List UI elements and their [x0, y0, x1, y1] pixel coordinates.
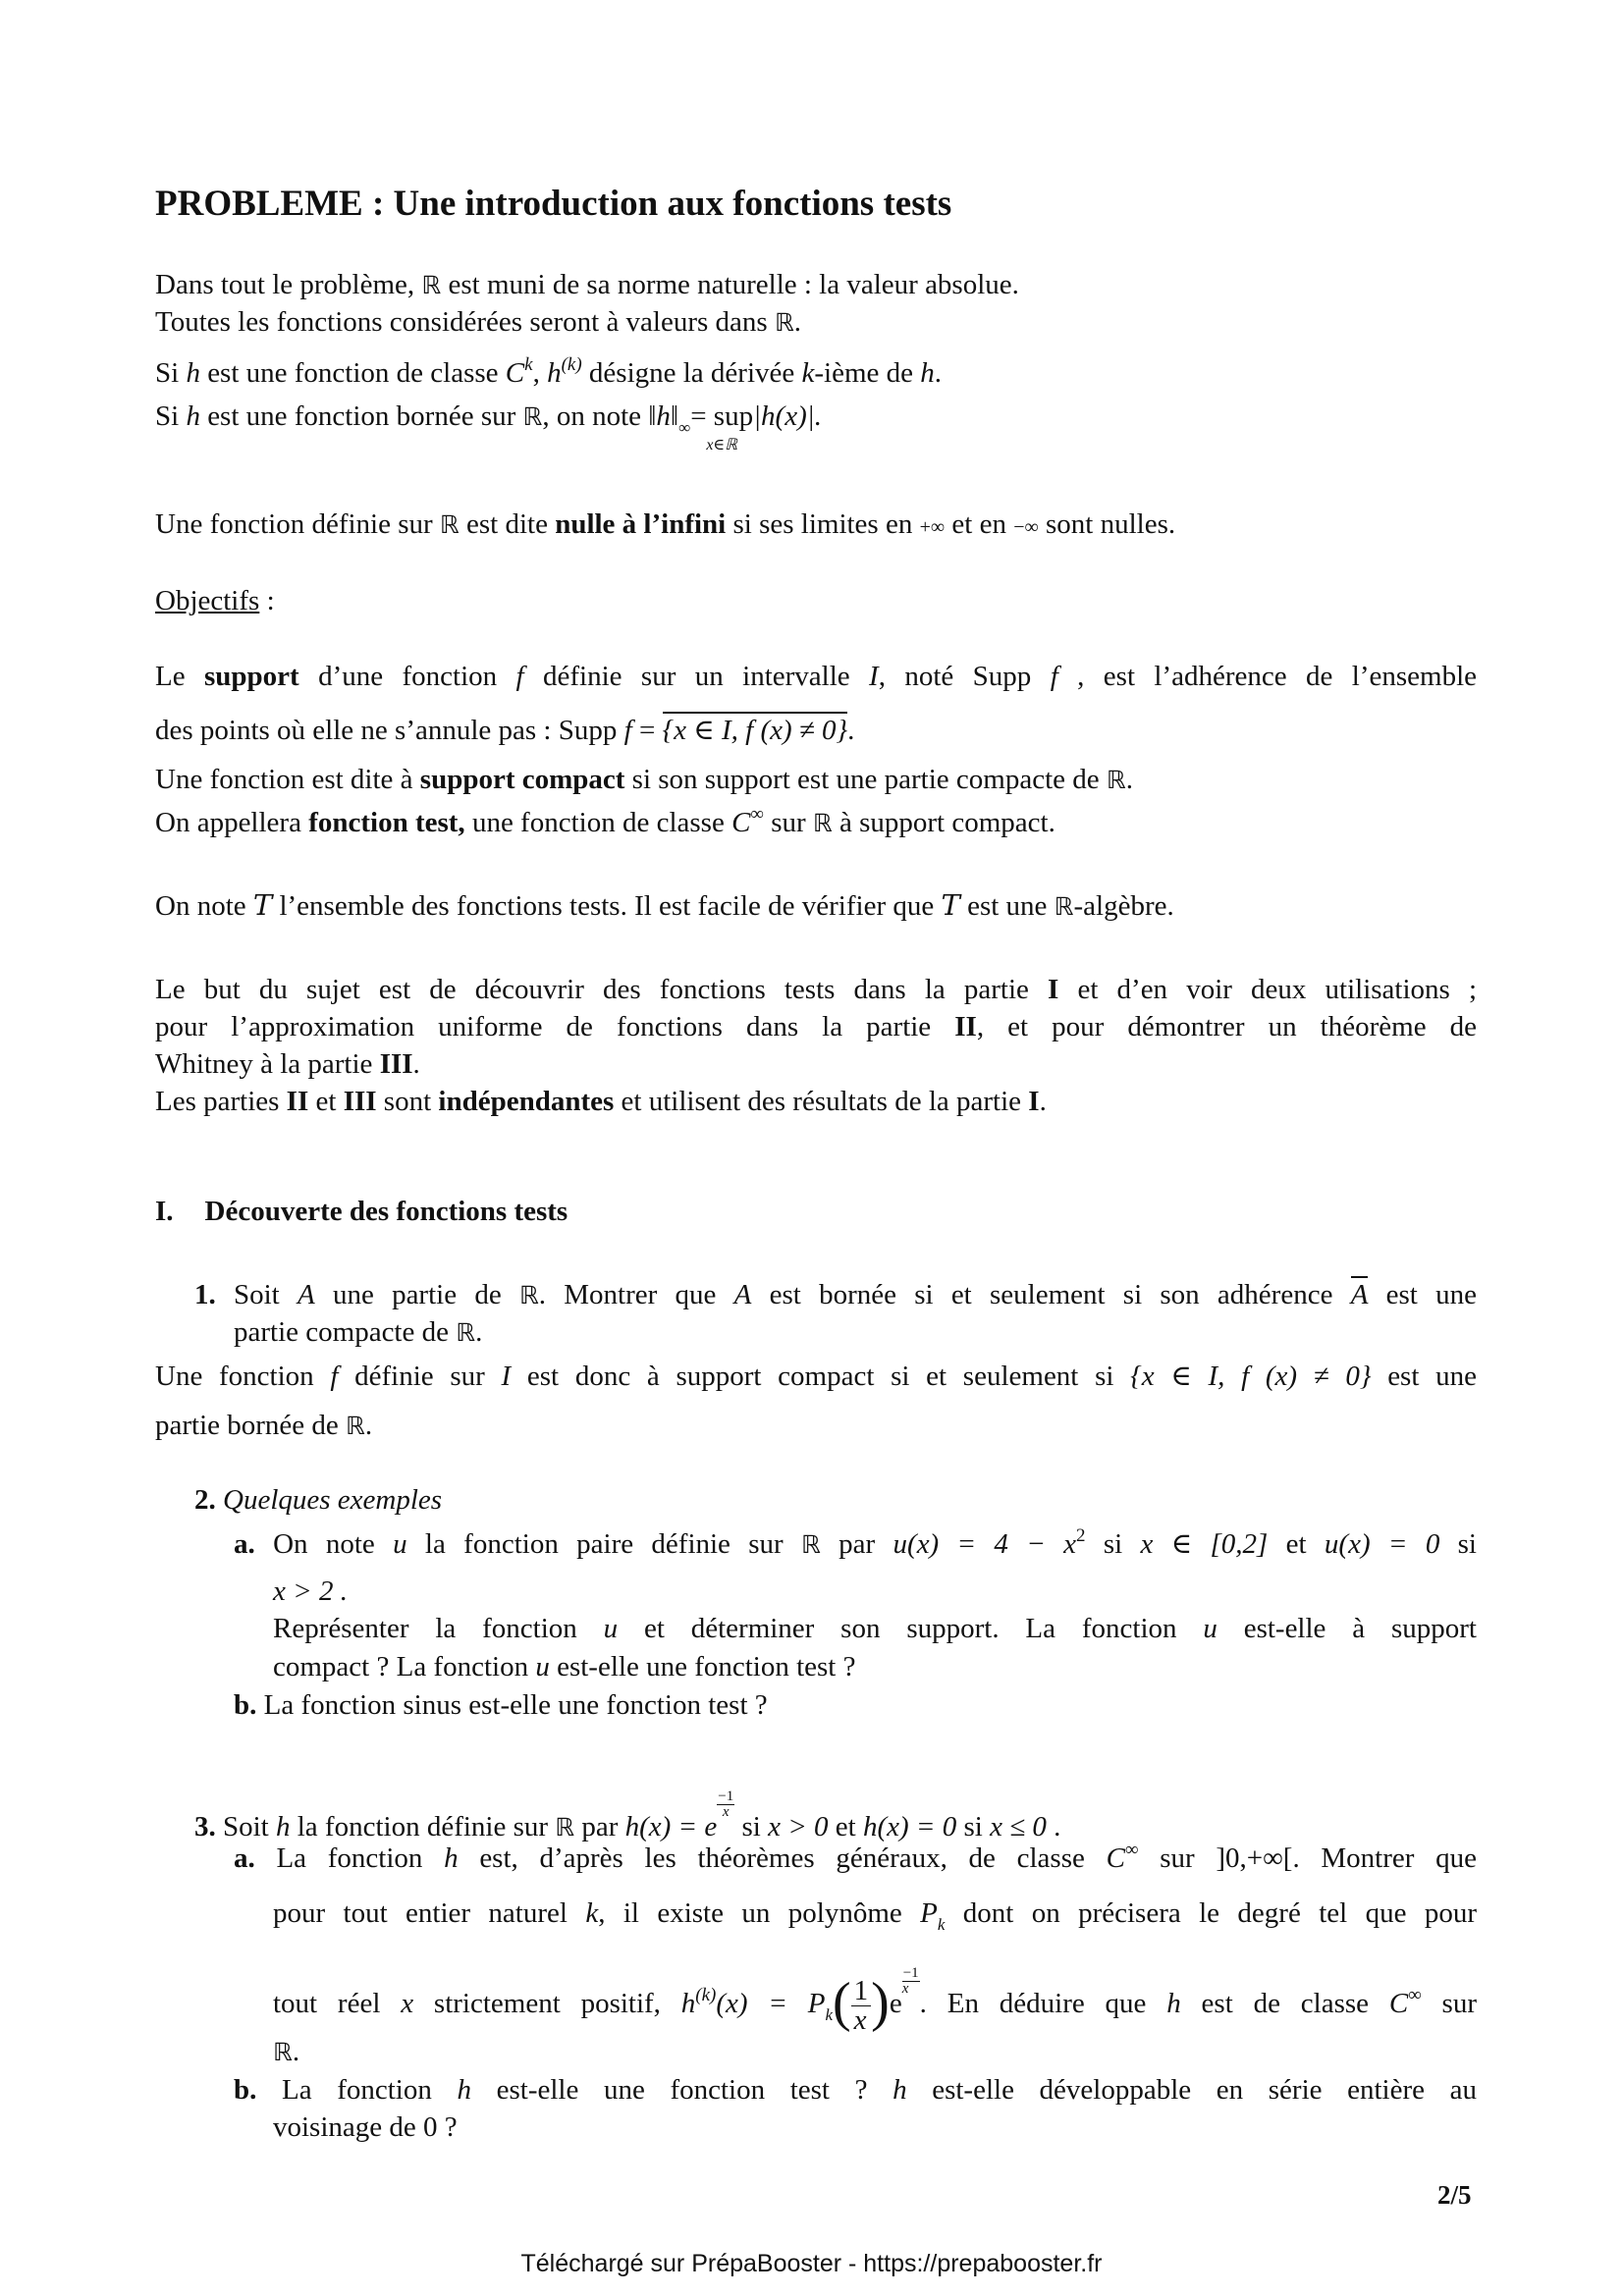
question-3: 3. Soit h la fonction définie sur ℝ par h(x) = e $\frac{-1}{x}$ si x > 0 et h(x) = 0 si x ≤ 0 .	[194, 1789, 1061, 1842]
question-2b: b. La fonction sinus est-elle une fonction test ?	[234, 1689, 768, 1721]
question-2a-line-3: Représenter la fonction u et déterminer son support. La fonction u est-elle à support	[273, 1613, 1477, 1644]
question-1-note-line-2: partie bornée de ℝ.	[155, 1410, 373, 1441]
closure-A: A	[1351, 1276, 1369, 1310]
nulle-infini-definition: Une fonction définie sur ℝ est dite nulle à l’infini si ses limites en +∞ et en −∞ sont nulles.	[155, 508, 1176, 540]
question-1-line-2: partie compacte de ℝ.	[234, 1316, 483, 1348]
question-2a: a. On note u la fonction paire définie sur ℝ par $u(x) = 4 - x^2$ si x ∈ [0,2] et u(x) = 0 si	[234, 1525, 1477, 1560]
question-3b: b. La fonction h est-elle une fonction test ? h est-elle développable en série entière au	[234, 2074, 1478, 2106]
independence-line: Les parties II et III sont indépendantes et utilisent des résultats de la partie I.	[155, 1086, 1047, 1117]
exponent-minus-one-over-x: $\frac{-1}{x}$	[718, 1789, 734, 1820]
fraction-one-over-x: $\frac{1}{x}$	[851, 1977, 872, 2035]
question-1-note: Une fonction f définie sur I est donc à support compact si et seulement si {x ∈ I, f (x) ≠ 0} est une	[155, 1361, 1477, 1392]
intro-line-derivative: Si h est une fonction de classe $C^k$, $h^{(k)}$ désigne la dérivée k-ième de h.	[155, 354, 943, 389]
question-2a-condition: x > 2 .	[273, 1575, 348, 1607]
support-closure-set: {x ∈ I, f (x) ≠ 0}	[663, 712, 848, 746]
goal-line-3: Whitney à la partie III.	[155, 1048, 420, 1080]
part-1-heading: I. Découverte des fonctions tests	[155, 1196, 568, 1227]
reals-symbol: ℝ	[421, 271, 442, 299]
support-definition: Le support d’une fonction f définie sur un intervalle I, noté Supp f , est l’adhérence de l’ensemble	[155, 661, 1478, 692]
fonction-test-definition: On appellera fonction test, une fonction de classe C∞ sur ℝ à support compact.	[155, 804, 1055, 838]
question-3b-line-2: voisinage de 0 ?	[273, 2111, 458, 2143]
algebra-T-line: On note T l’ensemble des fonctions tests. Il est facile de vérifier que T est une ℝ-algèbre.	[155, 888, 1174, 922]
question-1: 1. Soit A une partie de ℝ. Montrer que A est bornée si et seulement si son adhérence A est une	[194, 1277, 1477, 1313]
goal-line-1: Le but du sujet est de découvrir des fonctions tests dans la partie I et d’en voir deux utilisations ;	[155, 974, 1478, 1005]
goal-line-2: pour l’approximation uniforme de fonctions dans la partie II, et pour démontrer un théorème de	[155, 1011, 1478, 1042]
page-number: 2/5	[1437, 2180, 1472, 2210]
support-compact-definition: Une fonction est dite à support compact si son support est une partie compacte de ℝ.	[155, 764, 1133, 795]
objectifs-heading: Objectifs :	[155, 585, 275, 616]
sup-norm: ‖h‖	[648, 400, 679, 432]
page-title: PROBLEME : Une introduction aux fonctions tests	[155, 184, 952, 224]
intro-line-values: Toutes les fonctions considérées seront à valeurs dans ℝ.	[155, 306, 802, 338]
question-3a-line-1: a. La fonction h est, d’après les théorèmes généraux, de classe C∞ sur ]0,+∞[. Montrer que	[234, 1840, 1477, 1874]
question-3a-line-4: ℝ.	[273, 2036, 300, 2067]
question-3a-line-2: pour tout entier naturel k, il existe un polynôme $P_k$ dont on précisera le degré tel que pour	[273, 1897, 1477, 1934]
intro-line-norm: Dans tout le problème, ℝ est muni de sa norme naturelle : la valeur absolue.	[155, 269, 1019, 300]
intro-line-sup-norm: Si h est une fonction bornée sur ℝ, on note $‖h‖_\infty=$ sup x∈ℝ |h(x)|.	[155, 400, 822, 454]
question-2a-line-4: compact ? La fonction u est-elle une fonction test ?	[273, 1651, 856, 1682]
question-3a-line-3: tout réel x strictement positif, $h^{(k)}(x) = P_k$( $\frac{1}{x}$ )e $\frac{-1}{x}$ . En déduire que h est de classe C∞ sur	[273, 1965, 1477, 2036]
support-formula-line: des points où elle ne s’annule pas : Supp f = {x ∈ I, f (x) ≠ 0}.	[155, 713, 854, 748]
download-footer: Téléchargé sur PrépaBooster - https://prepabooster.fr	[520, 2250, 1103, 2277]
question-2-heading: 2. Quelques exemples	[194, 1484, 443, 1516]
